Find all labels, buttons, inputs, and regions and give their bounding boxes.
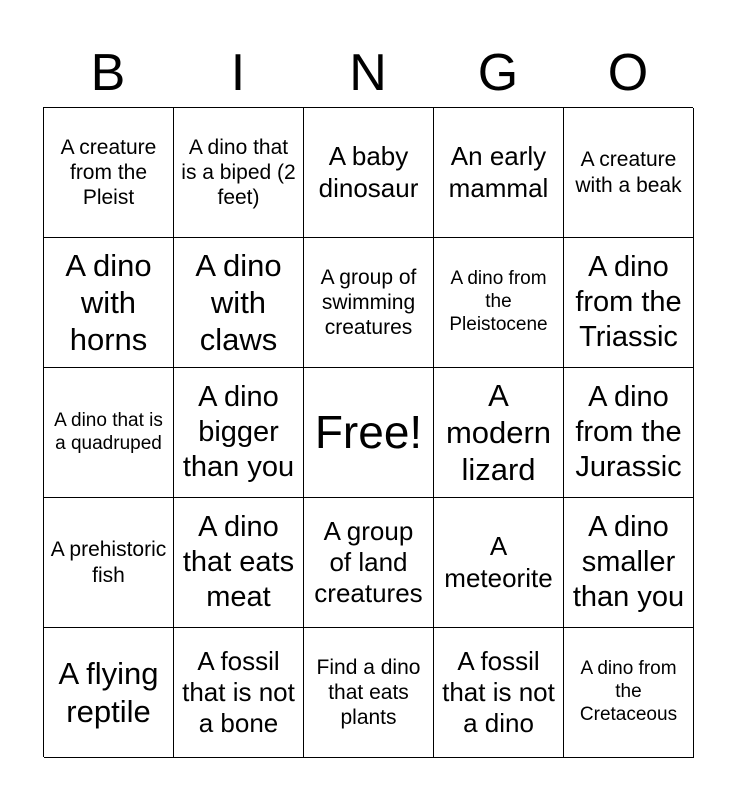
- bingo-cell[interactable]: [434, 498, 564, 628]
- bingo-cell[interactable]: [174, 238, 304, 368]
- cell-text: A creature from the Pleist: [60, 135, 157, 210]
- bingo-cell[interactable]: [304, 108, 434, 238]
- bingo-cell[interactable]: [564, 238, 694, 368]
- cell-text: A baby dinosaur: [318, 141, 419, 203]
- cell-text: A dino from the Jurassic: [575, 381, 682, 483]
- bingo-grid: [43, 107, 693, 757]
- header-letter-b: B: [90, 44, 126, 102]
- cell-text: A flying reptile: [58, 656, 159, 729]
- bingo-cell[interactable]: [44, 108, 174, 238]
- bingo-cell[interactable]: [564, 498, 694, 628]
- bingo-cell[interactable]: [564, 368, 694, 498]
- bingo-cell[interactable]: [564, 108, 694, 238]
- bingo-cell[interactable]: [304, 628, 434, 758]
- bingo-cell[interactable]: [174, 498, 304, 628]
- cell-text: A fossil that is not a dino: [442, 645, 555, 739]
- cell-text: A dino from the Cretaceous: [579, 658, 678, 725]
- bingo-cell[interactable]: [564, 628, 694, 758]
- cell-text: A dino that is a biped (2 feet): [181, 135, 296, 210]
- bingo-cell[interactable]: [304, 498, 434, 628]
- cell-text: A dino that eats meat: [182, 511, 295, 613]
- bingo-cell[interactable]: [174, 628, 304, 758]
- cell-text: A dino with claws: [195, 247, 282, 358]
- cell-text: Find a dino that eats plants: [316, 655, 421, 730]
- cell-text: A dino smaller than you: [572, 511, 685, 613]
- bingo-cell[interactable]: [174, 368, 304, 498]
- free-space-cell[interactable]: [304, 368, 434, 498]
- bingo-cell[interactable]: [434, 238, 564, 368]
- free-space-text: Free!: [314, 405, 423, 458]
- bingo-cell[interactable]: [434, 108, 564, 238]
- bingo-cell[interactable]: [174, 108, 304, 238]
- header-letter-n: N: [349, 44, 387, 102]
- cell-text: A meteorite: [444, 531, 553, 593]
- header-letter-g: G: [477, 44, 519, 102]
- cell-text: An early mammal: [448, 141, 549, 203]
- bingo-cell[interactable]: [434, 628, 564, 758]
- bingo-cell[interactable]: [44, 498, 174, 628]
- bingo-cell[interactable]: [434, 368, 564, 498]
- cell-text: A dino that is a quadruped: [54, 409, 163, 454]
- header-letter-o: O: [607, 44, 649, 102]
- header-letter-i: I: [230, 44, 246, 102]
- cell-text: A creature with a beak: [575, 148, 682, 197]
- cell-text: A group of land creatures: [314, 515, 423, 609]
- bingo-cell[interactable]: [44, 628, 174, 758]
- cell-text: A fossil that is not a bone: [182, 645, 295, 739]
- cell-text: A modern lizard: [445, 377, 552, 488]
- cell-text: A group of swimming creatures: [320, 265, 417, 340]
- bingo-cell[interactable]: [44, 238, 174, 368]
- cell-text: A dino from the Triassic: [575, 251, 682, 353]
- bingo-header: [43, 40, 693, 106]
- bingo-cell[interactable]: [304, 238, 434, 368]
- cell-text: A dino bigger than you: [182, 381, 295, 483]
- bingo-cell[interactable]: [44, 368, 174, 498]
- cell-text: A prehistoric fish: [50, 538, 167, 587]
- cell-text: A dino with horns: [65, 247, 152, 358]
- cell-text: A dino from the Pleistocene: [449, 268, 548, 335]
